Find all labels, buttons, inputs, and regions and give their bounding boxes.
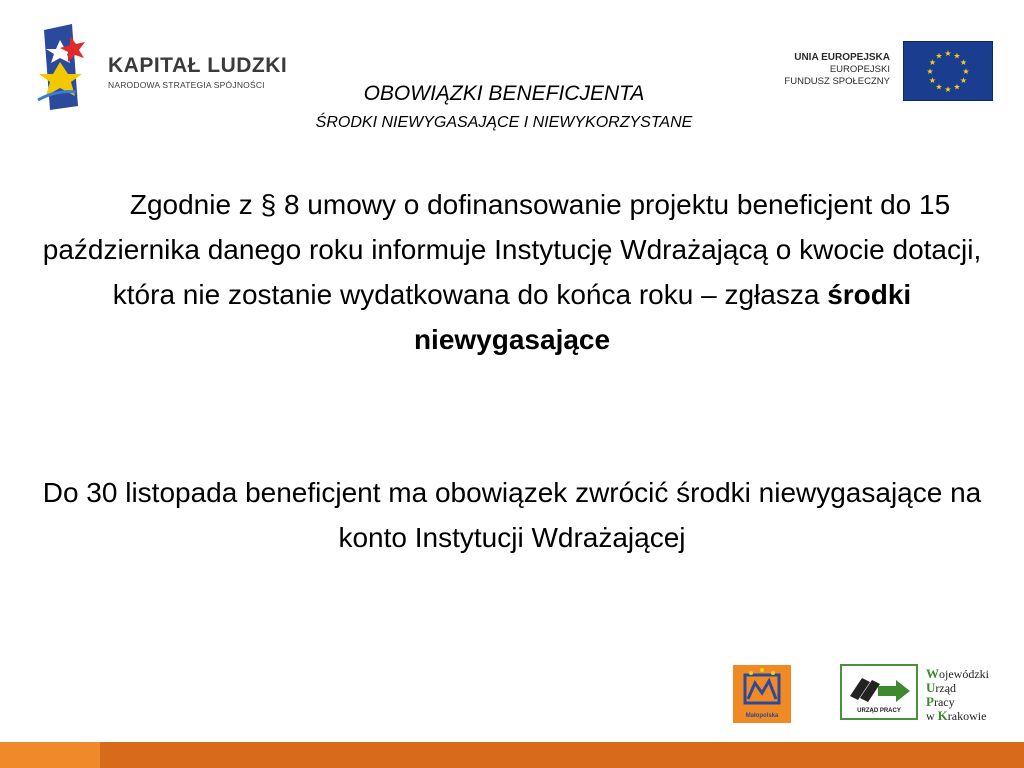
paragraph-1-bold: środki niewygasające <box>413 279 912 355</box>
eu-line-1: UNIA EUROPEJSKA <box>794 52 890 63</box>
footer-bar <box>0 742 1024 768</box>
malopolska-label: Małopolska <box>745 713 779 719</box>
svg-text:★: ★ <box>953 82 961 92</box>
wup-box-label: URZĄD PRACY <box>857 708 901 714</box>
page-title: OBOWIĄZKI BENEFICJENTA <box>363 82 645 105</box>
page-subtitle: ŚRODKI NIEWYGASAJĄCE I NIEWYKORZYSTANE <box>315 114 693 131</box>
svg-text:★: ★ <box>926 67 934 76</box>
svg-text:★: ★ <box>928 76 937 85</box>
wup-name <box>926 667 989 723</box>
logo-subtitle: NARODOWA STRATEGIA SPÓJNOŚCI <box>108 80 265 90</box>
eu-line-3: FUNDUSZ SPOŁECZNY <box>784 76 890 87</box>
svg-text:★: ★ <box>935 82 943 92</box>
wup-line-4: w Krakowie <box>926 708 987 723</box>
svg-text:★: ★ <box>944 49 952 58</box>
svg-text:★: ★ <box>944 85 952 94</box>
svg-text:★: ★ <box>962 67 970 76</box>
wup-line-2: Urząd <box>926 680 957 695</box>
wup-line-3: Pracy <box>926 694 955 709</box>
paragraph-2: Do 30 listopada beneficjent ma obowiązek zwrócić środki niewygasające na konto Instytucji Wdrażającej <box>42 477 982 553</box>
svg-text:★: ★ <box>959 76 968 85</box>
wup-arrow-icon <box>842 668 916 708</box>
svg-text:★: ★ <box>928 58 937 67</box>
logo-title: KAPITAŁ LUDZKI <box>108 54 288 77</box>
svg-text:★: ★ <box>953 51 961 61</box>
wup-line-1: Wojewódzki <box>926 666 989 681</box>
malopolska-logo <box>733 665 791 723</box>
footer-bar-accent <box>0 742 100 768</box>
svg-text:★: ★ <box>959 58 968 67</box>
paragraph-1 <box>40 182 984 362</box>
svg-text:★: ★ <box>935 51 943 61</box>
wup-logo <box>840 664 918 720</box>
paragraph-1-text: Zgodnie z § 8 umowy o dofinansowanie projektu beneficjent do 15 października danego roku informuje Instytucję Wdrażającą o kwocie dotacji, która nie zostanie wydatkowana do końca roku – zgłasza <box>42 189 982 310</box>
eu-line-2: EUROPEJSKI <box>829 64 890 75</box>
